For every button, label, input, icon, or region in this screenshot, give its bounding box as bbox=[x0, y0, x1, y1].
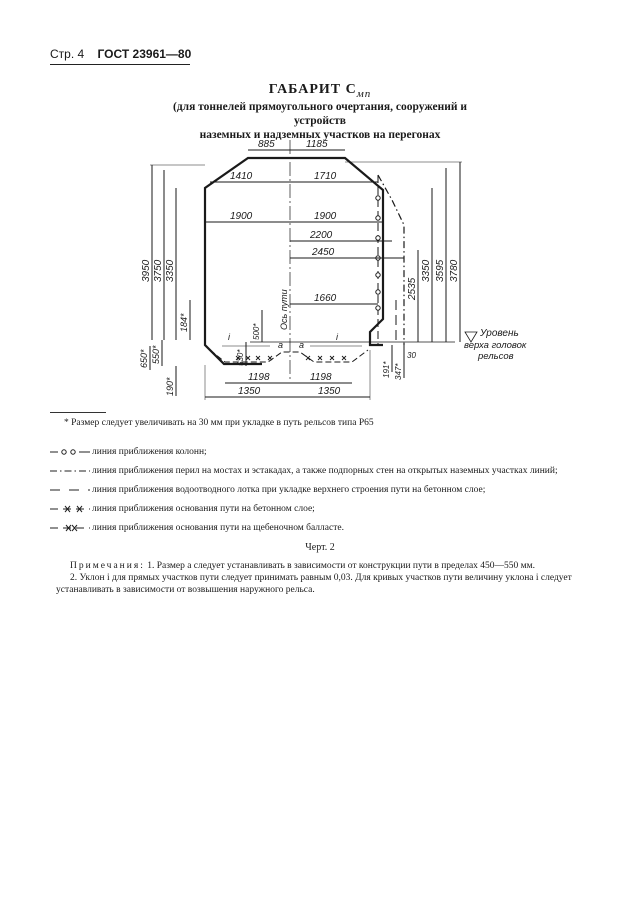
dim-1350-right: 1350 bbox=[318, 386, 341, 397]
dash-dot-line-icon bbox=[48, 465, 92, 477]
notes-title: Примечания: bbox=[70, 561, 145, 571]
slope-i-right: i bbox=[336, 332, 338, 342]
dim-1198-left: 1198 bbox=[248, 372, 270, 383]
dim-2450: 2450 bbox=[312, 247, 335, 258]
standard-number: ГОСТ 23961—80 bbox=[97, 47, 192, 61]
footnote: * Размер следует увеличивать на 30 мм при укладке в путь рельсов типа Р65 bbox=[64, 418, 374, 428]
legend-item-columns bbox=[48, 446, 620, 458]
rail-level-label-3: рельсов bbox=[478, 351, 514, 362]
dim-3595: 3595 bbox=[435, 259, 446, 282]
track-axis-label: Ось пути bbox=[279, 289, 289, 330]
legend-text: линия приближения перил на мостах и эстакадах, а также подпорных стен на открытых наземных участках линий; bbox=[92, 466, 558, 476]
dim-3350: 3350 bbox=[165, 259, 176, 282]
subtitle-line-2: наземных и надземных участков на перегонах bbox=[199, 129, 441, 141]
dim-184: 184* bbox=[179, 313, 189, 332]
legend bbox=[48, 446, 620, 541]
dim-3350-right: 3350 bbox=[421, 259, 432, 282]
rail-level-label-2: верха головок bbox=[464, 340, 527, 351]
base-line-concrete bbox=[210, 350, 368, 362]
note-2: 2. Уклон i для прямых участков пути следует принимать равным 0,03. Для кривых участков пути величину уклона i следует устанавливать в зависимости от возвышения наружного рельса. bbox=[56, 573, 572, 595]
dim-191: 191* bbox=[382, 361, 391, 378]
dim-1185: 1185 bbox=[306, 139, 328, 150]
long-dash-line-icon bbox=[48, 484, 92, 496]
dim-1710: 1710 bbox=[314, 171, 337, 182]
dim-650: 650* bbox=[139, 349, 149, 368]
legend-item-drain bbox=[48, 484, 620, 496]
dim-1900-left: 1900 bbox=[230, 211, 253, 222]
dash-xx-line-icon bbox=[48, 522, 92, 534]
dim-530: 530* bbox=[236, 349, 245, 366]
gabarit-title-index: мп bbox=[356, 87, 372, 100]
rail-level-label-1: Уровень bbox=[480, 328, 519, 339]
legend-item-railings bbox=[48, 465, 620, 477]
dim-190: 190* bbox=[165, 377, 175, 396]
dim-a-right: a bbox=[299, 340, 305, 350]
legend-text: линия приближения основания пути на щебеночном балласте. bbox=[92, 523, 344, 533]
figure-caption: Черт. 2 bbox=[305, 542, 335, 553]
dim-1900-right: 1900 bbox=[314, 211, 337, 222]
slope-i-left: i bbox=[228, 332, 230, 342]
gabarit-title-text: ГАБАРИТ С bbox=[268, 82, 357, 97]
clearance-outline bbox=[205, 158, 383, 364]
dim-a-left: a bbox=[278, 340, 284, 350]
note-1: 1. Размер a следует устанавливать в зависимости от конструкции пути в пределах 450—550 мм. bbox=[147, 561, 536, 571]
dim-885: 885 bbox=[258, 139, 275, 150]
dim-2535: 2535 bbox=[407, 277, 418, 300]
dim-2200: 2200 bbox=[310, 230, 333, 241]
gabarit-drawing bbox=[0, 0, 640, 420]
legend-item-base-ballast bbox=[48, 522, 620, 534]
footnote-rule bbox=[50, 412, 106, 413]
dim-1198-right: 1198 bbox=[310, 372, 332, 383]
page-number: Стр. 4 bbox=[50, 47, 85, 61]
dim-1660: 1660 bbox=[314, 293, 337, 304]
notes bbox=[56, 560, 622, 596]
legend-text: линия приближения водоотводного лотка при укладке верхнего строения пути на бетонном слое; bbox=[92, 485, 486, 495]
legend-text: линия приближения колонн; bbox=[92, 447, 207, 457]
dash-x-line-icon bbox=[48, 503, 92, 515]
dash-circle-line-icon bbox=[48, 446, 92, 458]
dim-347: 347* bbox=[394, 363, 403, 380]
dim-1410: 1410 bbox=[230, 171, 253, 182]
dim-30: 30 bbox=[407, 351, 416, 360]
subtitle-line-1: (для тоннелей прямоугольного очертания, сооружений и устройств bbox=[172, 101, 467, 127]
dim-3750: 3750 bbox=[153, 259, 164, 282]
base-x-marks bbox=[236, 356, 346, 360]
dim-3950: 3950 bbox=[141, 259, 152, 282]
dim-550: 550* bbox=[151, 345, 161, 364]
legend-item-base-concrete bbox=[48, 503, 620, 515]
dim-3780: 3780 bbox=[449, 259, 460, 282]
dim-500: 500* bbox=[252, 323, 261, 340]
legend-text: линия приближения основания пути на бетонном слое; bbox=[92, 504, 315, 514]
dim-1350-left: 1350 bbox=[238, 386, 261, 397]
